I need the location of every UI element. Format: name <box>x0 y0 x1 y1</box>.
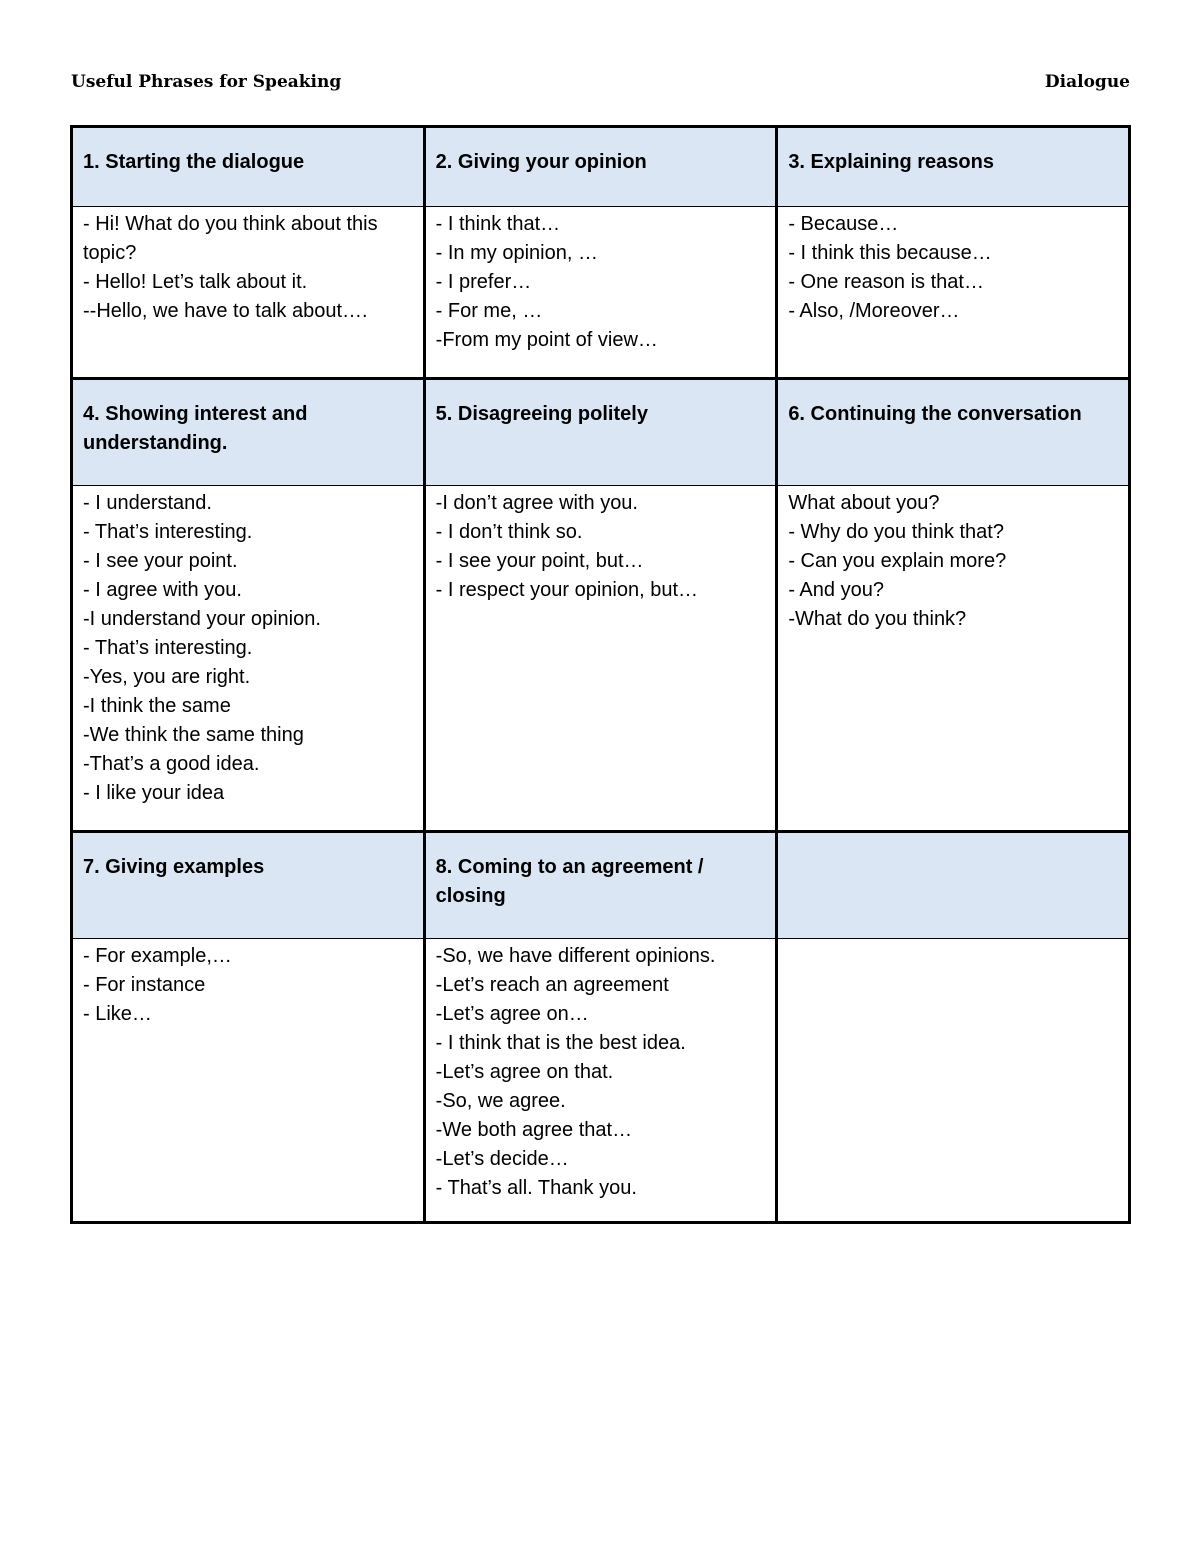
phrase-item: -Let’s agree on… <box>435 1003 589 1025</box>
phrase-item: - I think that is the best idea. <box>435 1032 686 1054</box>
phrase-item: - Can you explain more? <box>788 550 1007 572</box>
cell-heading-text: 8. Coming to an agreement / closing <box>435 856 704 907</box>
cell-heading <box>424 127 777 207</box>
phrase-item: - Hello! Let’s talk about it. <box>83 271 308 293</box>
cell-heading-text: 3. Explaining reasons <box>788 151 994 173</box>
phrase-item: -Let’s decide… <box>435 1148 569 1170</box>
cell-phrases <box>777 486 1130 832</box>
cell-heading <box>72 832 425 939</box>
phrase-item: -So, we agree. <box>435 1090 566 1112</box>
phrase-item: - And you? <box>788 579 884 601</box>
cell-heading-text: 2. Giving your opinion <box>435 151 647 173</box>
heading-row <box>72 127 1130 207</box>
phrase-item: What about you? <box>788 492 940 514</box>
phrase-item: -I understand your opinion. <box>83 608 321 630</box>
phrase-item: - Hi! What do you think about this topic? <box>83 213 384 264</box>
phrases-row <box>72 939 1130 1223</box>
phrase-item: - Why do you think that? <box>788 521 1004 543</box>
phrases-row <box>72 207 1130 379</box>
phrase-item: -From my point of view… <box>435 329 658 351</box>
phrases-table <box>70 125 1131 1224</box>
cell-phrases <box>72 207 425 379</box>
heading-row <box>72 832 1130 939</box>
phrase-item: -We think the same thing <box>83 724 304 746</box>
phrase-item: - Also, /Moreover… <box>788 300 960 322</box>
phrase-item: - I see your point. <box>83 550 238 572</box>
cell-phrases <box>424 939 777 1223</box>
cell-heading <box>72 379 425 486</box>
cell-heading-text: 7. Giving examples <box>83 856 265 878</box>
phrase-item: - I don’t think so. <box>435 521 583 543</box>
cell-heading-text: 1. Starting the dialogue <box>83 151 305 173</box>
phrase-item: -I think the same <box>83 695 231 717</box>
phrase-item: - That’s interesting. <box>83 521 253 543</box>
phrase-item: - Because… <box>788 213 899 235</box>
phrase-item: -I don’t agree with you. <box>435 492 638 514</box>
cell-heading <box>72 127 425 207</box>
cell-heading <box>424 379 777 486</box>
cell-phrases <box>72 939 425 1223</box>
phrase-item: - For instance <box>83 974 206 996</box>
phrase-item: - I prefer… <box>435 271 532 293</box>
phrases-row <box>72 486 1130 832</box>
cell-heading-text: 5. Disagreeing politely <box>435 403 648 425</box>
phrase-item: - I see your point, but… <box>435 550 644 572</box>
cell-phrases <box>777 939 1130 1223</box>
cell-phrases <box>424 486 777 832</box>
phrase-item: -Let’s reach an agreement <box>435 974 669 996</box>
phrase-item: - For example,… <box>83 945 232 967</box>
phrase-item: - I think this because… <box>788 242 992 264</box>
cell-heading <box>777 379 1130 486</box>
phrase-item: - I agree with you. <box>83 579 242 601</box>
cell-phrases <box>72 486 425 832</box>
cell-phrases <box>777 207 1130 379</box>
document-header <box>71 72 1130 100</box>
phrase-item: - That’s all. Thank you. <box>435 1177 637 1199</box>
phrase-item: - Like… <box>83 1003 152 1025</box>
cell-phrases <box>424 207 777 379</box>
cell-heading <box>424 832 777 939</box>
phrase-item: --Hello, we have to talk about…. <box>83 300 368 322</box>
phrase-item: -Yes, you are right. <box>83 666 251 688</box>
phrase-item: -Let’s agree on that. <box>435 1061 614 1083</box>
document-title: Useful Phrases for Speaking <box>71 72 342 92</box>
cell-heading <box>777 127 1130 207</box>
phrase-item: - I understand. <box>83 492 212 514</box>
phrase-item: - In my opinion, … <box>435 242 598 264</box>
phrase-item: - One reason is that… <box>788 271 984 293</box>
phrase-item: -What do you think? <box>788 608 967 630</box>
phrase-item: - I like your idea <box>83 782 225 804</box>
phrase-item: - That’s interesting. <box>83 637 253 659</box>
cell-heading-text: 4. Showing interest and understanding. <box>83 403 308 454</box>
phrase-item: - For me, … <box>435 300 543 322</box>
cell-heading <box>777 832 1130 939</box>
cell-heading-text: 6. Continuing the conversation <box>788 403 1082 425</box>
phrase-item: -We both agree that… <box>435 1119 633 1141</box>
phrase-item: - I think that… <box>435 213 561 235</box>
phrase-item: - I respect your opinion, but… <box>435 579 699 601</box>
section-label: Dialogue <box>1044 72 1130 92</box>
heading-row <box>72 379 1130 486</box>
phrase-item: -That’s a good idea. <box>83 753 260 775</box>
phrase-item: -So, we have different opinions. <box>435 945 716 967</box>
